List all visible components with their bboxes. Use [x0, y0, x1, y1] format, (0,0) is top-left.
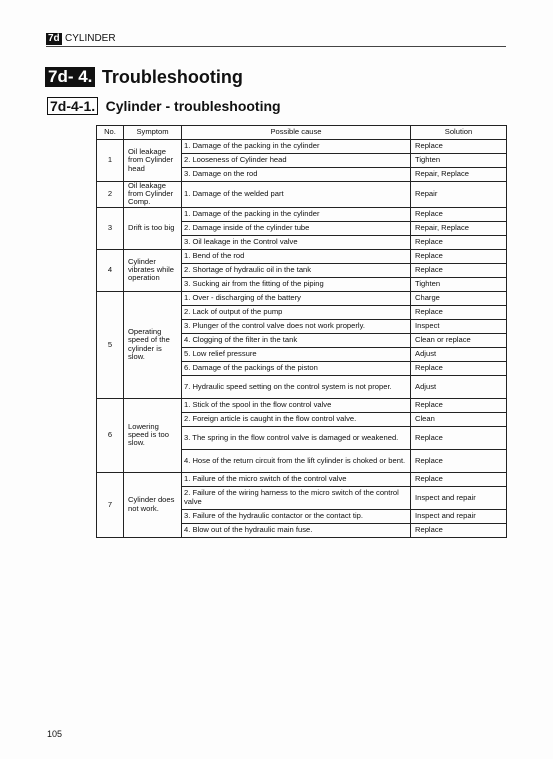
table-row — [97, 291, 507, 305]
page-number: 105 — [47, 729, 63, 739]
header-title: CYLINDER — [65, 33, 116, 44]
solution-cell: Clean — [411, 412, 507, 426]
row-number: 6 — [97, 398, 124, 472]
solution-cell: Replace — [411, 235, 507, 249]
column-header-cause: Possible cause — [182, 126, 411, 140]
cause-cell: 1. Damage of the packing in the cylinder — [182, 140, 411, 154]
symptom-cell: Oil leakage from Cylinder Comp. — [124, 182, 182, 208]
row-number: 7 — [97, 472, 124, 537]
table-row — [97, 182, 507, 208]
column-header-no: No. — [97, 126, 124, 140]
cause-cell: 1. Over - discharging of the battery — [182, 291, 411, 305]
cause-cell: 7. Hydraulic speed setting on the control system is not proper. — [182, 375, 411, 398]
header-rule — [46, 46, 506, 47]
solution-cell: Replace — [411, 472, 507, 486]
solution-cell: Repair — [411, 182, 507, 208]
symptom-cell: Lowering speed is too slow. — [124, 398, 182, 472]
section-heading — [45, 67, 243, 89]
solution-cell: Replace — [411, 249, 507, 263]
cause-cell: 1. Failure of the micro switch of the control valve — [182, 472, 411, 486]
solution-cell: Inspect — [411, 319, 507, 333]
cause-cell: 6. Damage of the packings of the piston — [182, 361, 411, 375]
solution-cell: Inspect and repair — [411, 509, 507, 523]
solution-cell: Replace — [411, 426, 507, 449]
solution-cell: Replace — [411, 361, 507, 375]
solution-cell: Adjust — [411, 375, 507, 398]
solution-cell: Replace — [411, 449, 507, 472]
symptom-cell: Cylinder does not work. — [124, 472, 182, 537]
table-row — [97, 249, 507, 263]
cause-cell: 1. Damage of the packing in the cylinder — [182, 207, 411, 221]
symptom-cell: Cylinder vibrates while operation — [124, 249, 182, 291]
table-body — [97, 140, 507, 538]
solution-cell: Repair, Replace — [411, 168, 507, 182]
section-badge: 7d — [48, 33, 60, 44]
cause-cell: 4. Clogging of the filter in the tank — [182, 333, 411, 347]
cause-cell: 3. Oil leakage in the Control valve — [182, 235, 411, 249]
symptom-cell: Oil leakage from Cylinder head — [124, 140, 182, 182]
cause-cell: 1. Stick of the spool in the flow control valve — [182, 398, 411, 412]
row-number: 1 — [97, 140, 124, 182]
row-number: 4 — [97, 249, 124, 291]
column-header-solution: Solution — [411, 126, 507, 140]
cause-cell: 2. Looseness of Cylinder head — [182, 154, 411, 168]
solution-cell: Repair, Replace — [411, 221, 507, 235]
subsection-heading — [47, 97, 281, 117]
cause-cell: 1. Bend of the rod — [182, 249, 411, 263]
solution-cell: Replace — [411, 398, 507, 412]
row-number: 5 — [97, 291, 124, 398]
cause-cell: 3. Damage on the rod — [182, 168, 411, 182]
section-number: 7d- 4. — [45, 67, 95, 87]
solution-cell: Replace — [411, 207, 507, 221]
row-number: 3 — [97, 207, 124, 249]
solution-cell: Replace — [411, 305, 507, 319]
cause-cell: 4. Blow out of the hydraulic main fuse. — [182, 523, 411, 537]
cause-cell: 3. The spring in the flow control valve is damaged or weakened. — [182, 426, 411, 449]
symptom-cell: Operating speed of the cylinder is slow. — [124, 291, 182, 398]
cause-cell: 1. Damage of the welded part — [182, 182, 411, 208]
solution-cell: Replace — [411, 523, 507, 537]
solution-cell: Clean or replace — [411, 333, 507, 347]
solution-cell: Replace — [411, 263, 507, 277]
table-row — [97, 207, 507, 221]
cause-cell: 4. Hose of the return circuit from the lift cylinder is choked or bent. — [182, 449, 411, 472]
subsection-title: Cylinder - troubleshooting — [105, 98, 281, 114]
troubleshooting-table — [96, 125, 507, 538]
cause-cell: 2. Lack of output of the pump — [182, 305, 411, 319]
solution-cell: Tighten — [411, 277, 507, 291]
solution-cell: Tighten — [411, 154, 507, 168]
cause-cell: 2. Damage inside of the cylinder tube — [182, 221, 411, 235]
cause-cell: 2. Foreign article is caught in the flow control valve. — [182, 412, 411, 426]
table-row — [97, 398, 507, 412]
cause-cell: 5. Low relief pressure — [182, 347, 411, 361]
cause-cell: 2. Failure of the wiring harness to the micro switch of the control valve — [182, 486, 411, 509]
section-title: Troubleshooting — [101, 67, 243, 87]
solution-cell: Charge — [411, 291, 507, 305]
page-header — [46, 33, 506, 47]
cause-cell: 2. Shortage of hydraulic oil in the tank — [182, 263, 411, 277]
symptom-cell: Drift is too big — [124, 207, 182, 249]
row-number: 2 — [97, 182, 124, 208]
column-header-symptom: Symptom — [124, 126, 182, 140]
cause-cell: 3. Failure of the hydraulic contactor or the contact tip. — [182, 509, 411, 523]
cause-cell: 3. Plunger of the control valve does not work properly. — [182, 319, 411, 333]
solution-cell: Replace — [411, 140, 507, 154]
table-row — [97, 140, 507, 154]
table-header-row — [97, 126, 507, 140]
table-row — [97, 472, 507, 486]
cause-cell: 3. Sucking air from the fitting of the piping — [182, 277, 411, 291]
solution-cell: Adjust — [411, 347, 507, 361]
subsection-number: 7d-4-1. — [47, 97, 98, 115]
solution-cell: Inspect and repair — [411, 486, 507, 509]
